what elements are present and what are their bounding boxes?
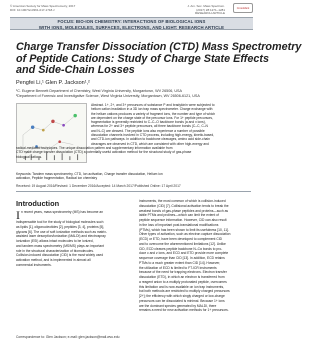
header-line: J. Am. Soc. Mass Spectrom. (2017) 28:1271–1281 xyxy=(187,4,225,12)
intro-line: role in the structural characterization of biomolecules. xyxy=(16,248,94,253)
intro-line: activation method, and is implemented in almost all xyxy=(16,258,91,262)
header-line: RESEARCH ARTICLE xyxy=(195,11,225,16)
intro-line xyxy=(16,210,128,220)
intro-right-column xyxy=(139,199,251,313)
abstract-line: helium cation irradiation in a 3D ion trap mass spectrometer. Charge exchange with xyxy=(91,107,213,112)
section-divider xyxy=(16,191,251,192)
abstract xyxy=(91,103,251,146)
intro-line: dissociation (CID) [7]. Collisional activation tends to break the xyxy=(139,203,229,208)
intro-line: this limitation and is now available on ion trap instruments, xyxy=(139,284,225,289)
intro-line: PTMs to a much greater extent than CID [14]. However, xyxy=(139,260,221,265)
intro-left-column xyxy=(16,210,128,268)
abstract-line: Abstract. 1+, 2+, and 3+ precursors of substance P and bradykinin were subjected to xyxy=(91,103,215,107)
keywords-line: Keywords: Tandem mass spectrometry, CTD, Ion activation, Charge transfer dissociation, Helium ion xyxy=(16,172,163,176)
intro-line: commercial instruments. xyxy=(16,262,52,267)
intro-line: are the dominant species generated by MALDI, there xyxy=(139,303,217,308)
abstract-line: are dependent on the charge state of the precursor ions. For 1+ peptide precursors, xyxy=(91,115,213,120)
affiliations xyxy=(16,89,256,98)
banner-line-1: FOCUS: BIO-ION CHEMISTRY: INTERACTIONS OF BIOLOGICAL IONS xyxy=(57,19,206,24)
intro-line-text: n recent years, mass spectrometry (MS) has become an xyxy=(21,210,104,214)
title-line: Charge Transfer Dissociation (CTD) Mass Spectrometry xyxy=(16,41,302,53)
intro-line: remains a need for new activation methods for 1+ precursors. xyxy=(139,308,229,313)
intro-line: a reagent anion to a multiply protonated peptide, overcomes xyxy=(139,279,227,284)
header-line: © American Society for Mass Spectrometry, 2017 xyxy=(10,4,76,8)
intro-line: peptide sequence information. However, CID can also result xyxy=(139,218,227,222)
keywords xyxy=(16,172,251,181)
intro-line: but both methods are restricted to multiply charged precursors xyxy=(139,289,230,294)
journal-header xyxy=(10,5,75,12)
abstract-line: the helium cations produces a variety of fragment ions, the number and type of which xyxy=(91,111,216,116)
abstract-line: biological cations. xyxy=(16,154,43,159)
abstract-line: CTD make charge transfer dissociation (CTD) a potentially useful activation method for the structural study of gas-phase xyxy=(16,150,192,155)
intro-line: assisted laser desorption/ionization (MALDI) and electrospray xyxy=(16,234,106,239)
abstract-line: and N–C) are cleaved. The peptide ions also experience a number of possible xyxy=(91,128,205,133)
affiliation-line: ¹C. Eugene Bennett Department of Chemistry, West Virginia University, Morgantown, WV 26506, USA xyxy=(16,89,182,93)
intro-line: CID, ECD cleaves peptide backbone N–Cα bonds to pro- xyxy=(139,246,223,251)
intro-line: instruments, the most common of which is collision-induced xyxy=(139,199,226,203)
keywords-line: activation, Peptide fragmentation, Radical ion chemistry xyxy=(16,176,98,181)
affiliation-line: ²Department of Forensic and Investigative Science, West Virginia University, Morgantown, WV 26506-6121, USA xyxy=(16,93,200,98)
intro-line: Collision-induced dissociation (CID) is the most widely used xyxy=(16,253,104,258)
abstract-line: dissociation channels involved in CTD process, including high-energy, kinetic-based, xyxy=(91,133,215,138)
intro-line: [2+]; the efficiency with which singly charged or low-charge xyxy=(139,294,225,298)
intro-line: because of the need for trapping electrons. Electron transfer xyxy=(139,270,227,275)
intro-line: precursors can be dissociated is minimal. Because 1+ ions xyxy=(139,298,225,303)
intro-line: weakest bonds of gas-phase peptides and proteins—such as xyxy=(139,208,229,213)
correspondence-footnote: Correspondence to: Glen Jackson; e-mail: glen.jackson@mail.wvu.edu xyxy=(16,335,120,339)
intro-line: (PTMs), which has been shown to limit its usefulness [10, 11]. xyxy=(139,227,229,232)
intro-line: ionization (ESI) allows intact molecules to be ionized, xyxy=(16,239,94,243)
intro-line: and tandem mass spectrometry (MS/MS) plays an important xyxy=(16,243,104,248)
crossmark-logo[interactable]: CrossMark xyxy=(233,3,253,13)
abstract-line: and CTD-ion pathways. In addition to backbone cleavages, amino acid side-chain xyxy=(91,137,210,142)
authors: Pengfei Li,¹ Glen P. Jackson¹,² xyxy=(16,80,90,86)
intro-line: Other types of activation, such as electron capture dissociation xyxy=(139,232,231,237)
abstract-continued xyxy=(16,146,251,159)
banner-line-2: WITH IONS, MOLECULES, SURFACES, ELECTRONS, AND LIGHT: RESEARCH ARTICLE xyxy=(38,24,225,30)
dropcap-letter: I xyxy=(16,210,20,220)
intro-line: indispensable tool for the study of biological molecules such xyxy=(16,220,104,224)
focus-banner xyxy=(10,17,253,30)
intro-line: and to overcome the aforementioned limitations [12]. Unlike xyxy=(139,241,226,246)
article-title xyxy=(16,41,302,77)
abstract-line: fragmentation is generally restricted to C–C–O backbone bonds (a and x ions), xyxy=(91,120,206,125)
intro-line: the utilization of ECD is limited to FT-ICR instruments xyxy=(139,265,217,270)
received-dates: Received: 19 August 2016/Revised: 1 December 2016/Accepted: 14 March 2017/Published Online: 17 April 2017 xyxy=(16,184,181,188)
introduction-heading: Introduction xyxy=(16,199,60,208)
title-line: and Side-Chain Losses xyxy=(16,64,135,76)
intro-line: (ECD) or ETD, have been developed to complement CID xyxy=(139,237,223,241)
journal-citation xyxy=(185,5,225,16)
abstract-line: whereas for 2+ and 3+ peptide precursors, all three backbone bonds (C–C, C–N xyxy=(91,124,208,129)
abstract-line: cleavages are observed in CTD, which are consistent with other high-energy and xyxy=(91,141,209,146)
intro-line: as lipids [1], oligonucleotides [2], peptides [3, 4], proteins [5], xyxy=(16,224,105,229)
intro-line: labile PTMs and prolines—which can limit the extent of xyxy=(139,213,219,218)
header-line: DOI: 10.1007/s13361-017-1718-z xyxy=(10,7,55,12)
title-line: of Peptide Cations: Study of Charge State Effects xyxy=(16,52,269,65)
intro-line: dissociation (ETD), in which an electron is transferred from xyxy=(139,275,225,279)
intro-line: duce c and z ions, and ECD and ETD provide more complete xyxy=(139,251,229,256)
intro-line: glycans [6]. The use of soft ionization methods such as matrix- xyxy=(16,229,108,234)
intro-line: sequence coverage than CID [13]. In addition, ECD retains xyxy=(139,256,225,260)
abstract-line: radical-mediated techniques. The unique dissociation pattern and supplementary information available from xyxy=(16,146,173,150)
intro-line: in the loss of important post-translational modifications xyxy=(139,222,219,227)
